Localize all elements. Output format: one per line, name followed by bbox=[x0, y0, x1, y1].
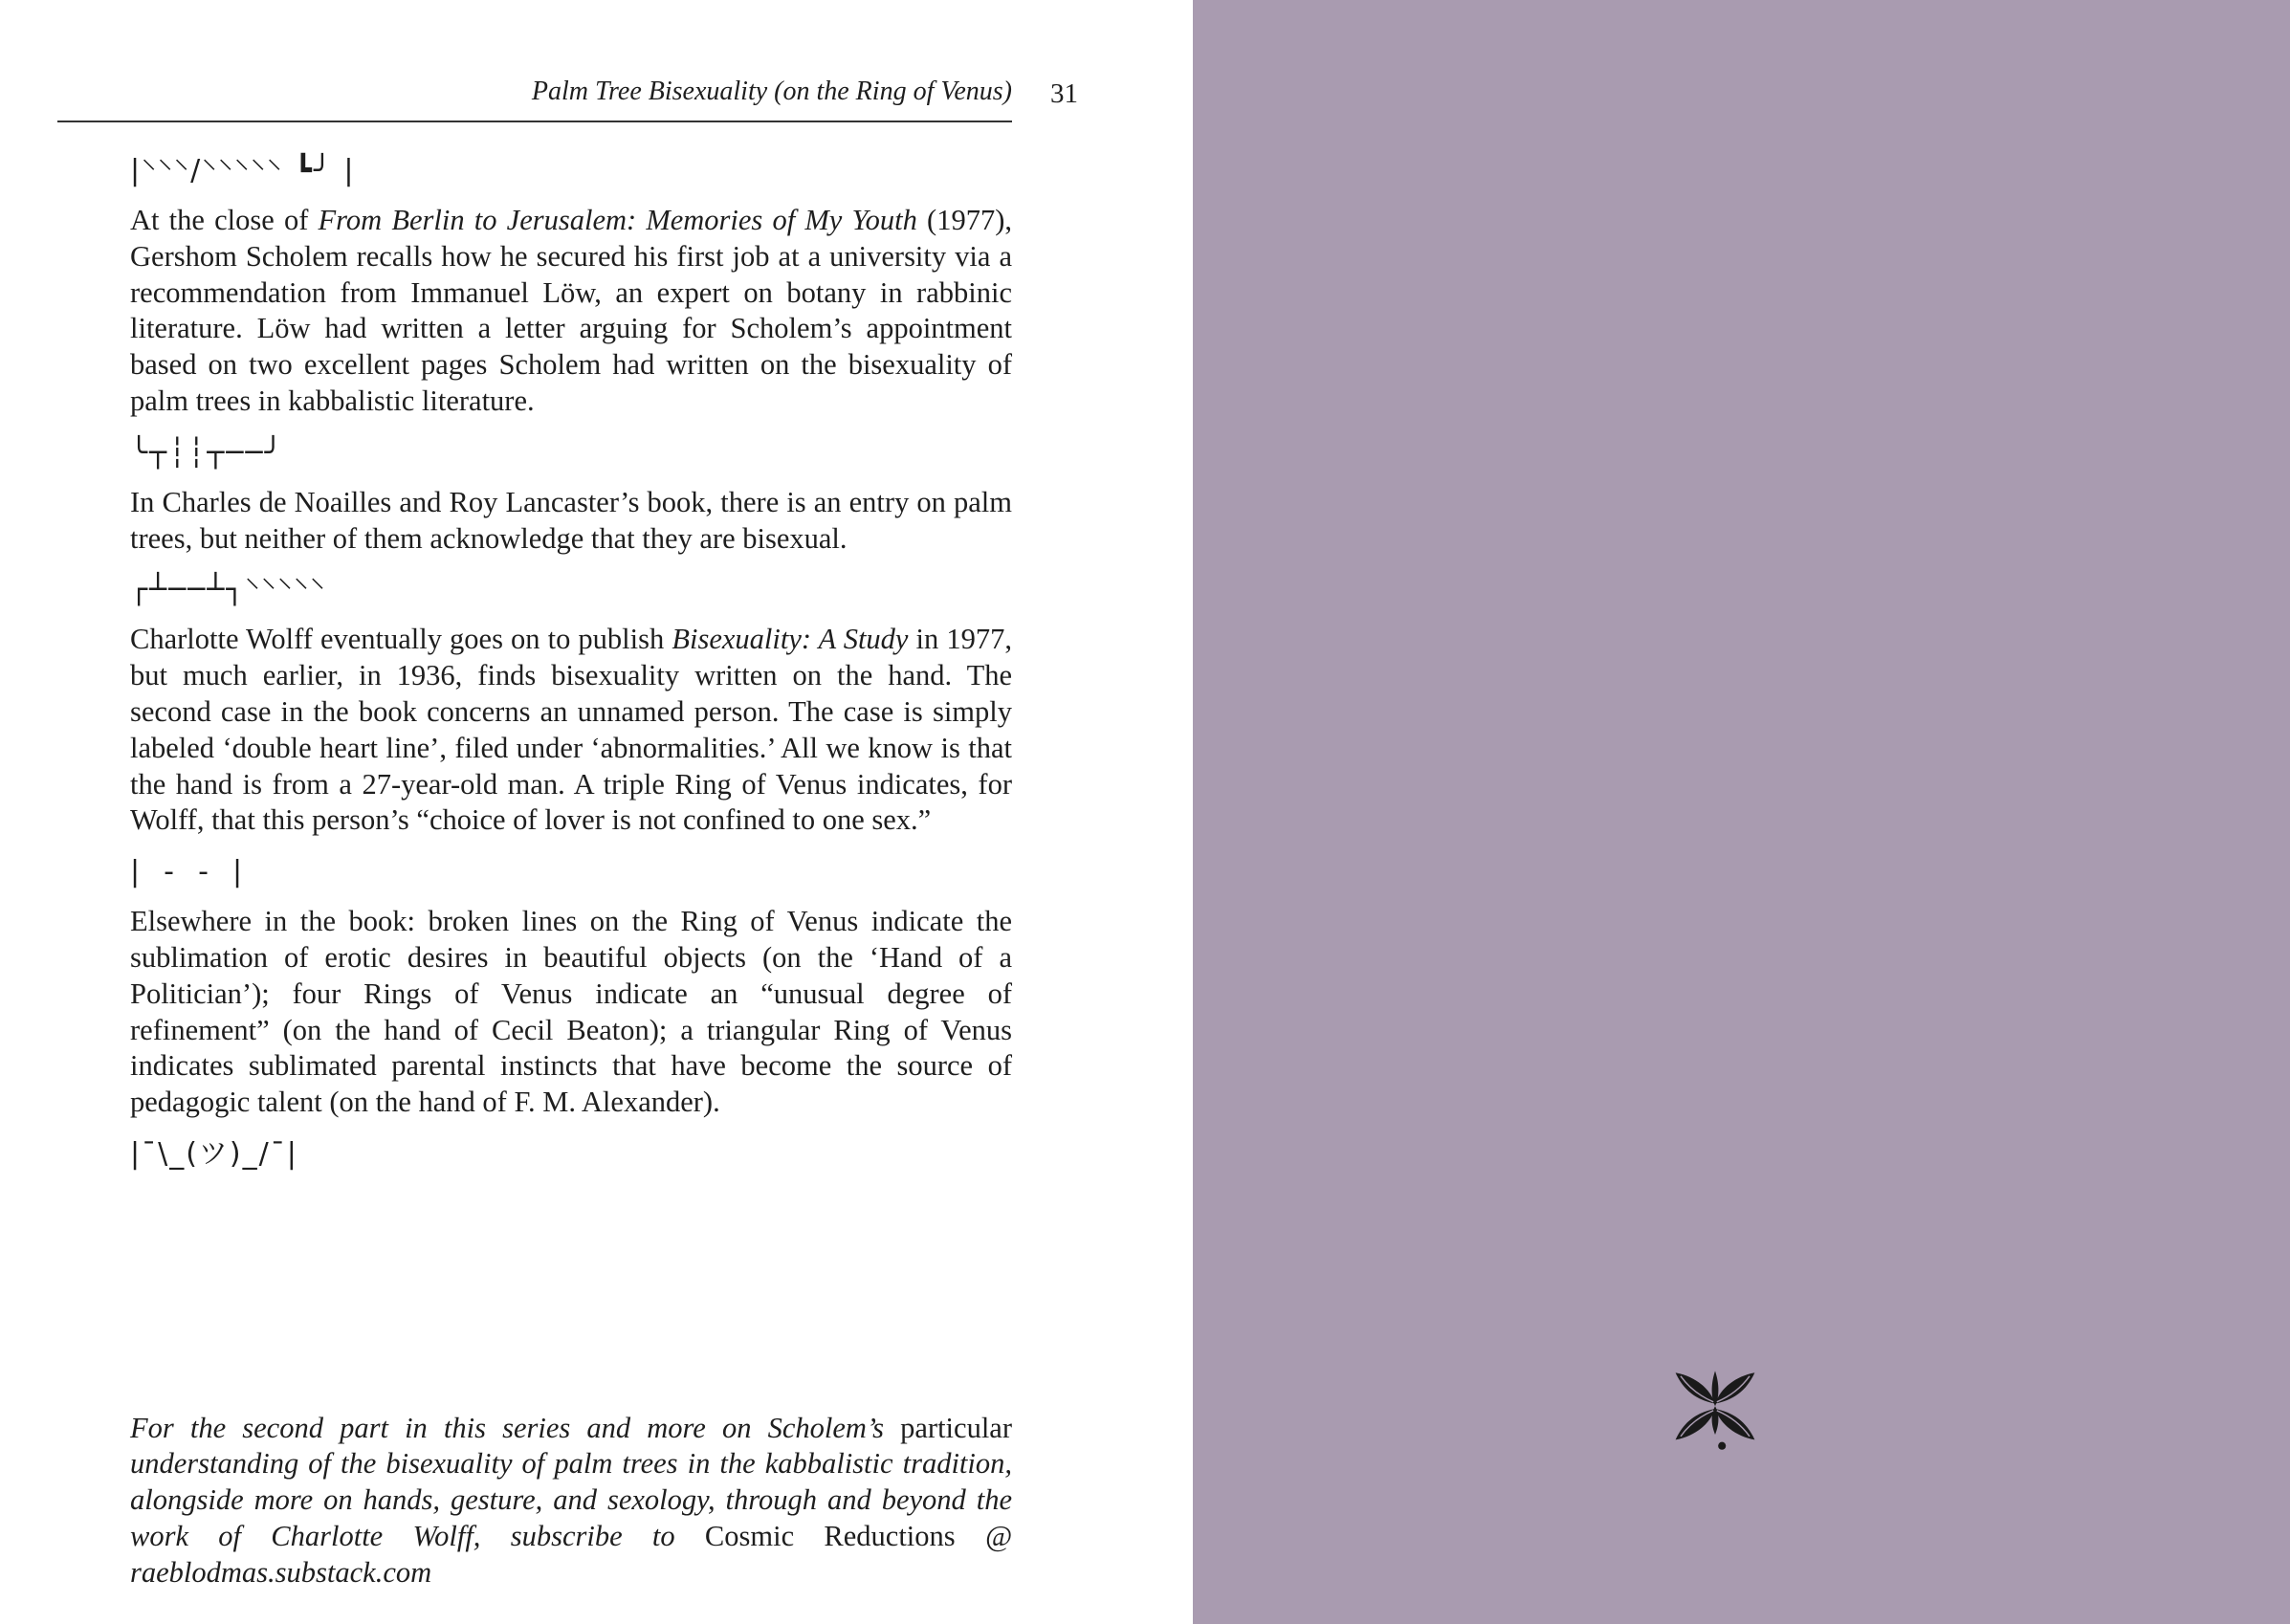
header-rule bbox=[57, 121, 1012, 122]
footnote-cosmic-reductions: Cosmic Reductions bbox=[704, 1519, 956, 1552]
footnote-substack: @ raeblodmas.substack.com bbox=[130, 1519, 1013, 1589]
book-title-bisexuality-study: Bisexuality: A Study bbox=[672, 623, 909, 656]
paragraph-scholem-lead: At the close of bbox=[130, 204, 319, 236]
glyph-divider-2: ╰┬┆┆┬──╯ bbox=[130, 435, 284, 470]
paragraph-scholem bbox=[130, 203, 1012, 420]
paragraph-noailles: In Charles de Noailles and Roy Lancaster’s book, there is an entry on palm trees, but neither of them acknowledge that they are bisexual. bbox=[130, 485, 1012, 555]
footnote-particular: particular bbox=[900, 1411, 1012, 1444]
footnote bbox=[130, 1411, 1012, 1591]
glyph-divider-5: |¯\_(ツ)_/¯| bbox=[130, 1136, 298, 1171]
paragraph-scholem-rest: (1977), Gershom Scholem recalls how he secured his first job at a university via a recommendation from Immanuel Löw, an expert on botany in rabbinic literature. Löw had written a letter arguing for Scholem’s appointment based on two excellent pages Scholem had written on the bisexuality of palm trees in kabbalistic literature. bbox=[130, 204, 1012, 417]
book-title-berlin-jerusalem: From Berlin to Jerusalem: Memories of My Youth bbox=[318, 204, 917, 236]
paragraph-elsewhere: Elsewhere in the book: broken lines on the Ring of Venus indicate the sublimation of erotic desires in beautiful objects (on the ‘Hand of a Politician’); four Rings of Venus indicate an “unusual degree of refinement” (on the hand of Cecil Beaton); a triangular Ring of Venus indicates sublimated parental instincts that have become the source of pedagogic talent (on the hand of F. M. Alexander). bbox=[130, 905, 1012, 1119]
footnote-part-1: For the second part in this series and more on Scholem’s bbox=[130, 1411, 901, 1444]
paragraph-wolff bbox=[130, 622, 1012, 839]
four-petal-flower-icon bbox=[1672, 1366, 1758, 1452]
footnote-part-2: understanding of the bisexuality of palm trees in the kabbalistic tradition, alongside more on hands, gesture, and sexology, through and beyond the work of Charlotte Wolff, subscribe to bbox=[130, 1447, 1012, 1552]
glyph-divider-1: |⸌⸌⸌/⸌⸌⸌⸌⸌ ┗╯ | bbox=[130, 154, 356, 187]
glyph-divider-3: ┌┴──┴┐⸌⸌⸌⸌⸌ bbox=[130, 573, 327, 607]
paragraph-wolff-lead: Charlotte Wolff eventually goes on to publish bbox=[130, 623, 672, 656]
glyph-divider-4: | - - | bbox=[130, 855, 245, 889]
page-number: 31 bbox=[1050, 78, 1078, 109]
running-head: Palm Tree Bisexuality (on the Ring of Venus) bbox=[531, 77, 1012, 106]
paragraph-wolff-rest: in 1977, but much earlier, in 1936, finds bisexuality written on the hand. The second case in the book concerns an unnamed person. The case is simply labeled ‘double heart line’, filed under ‘abnormalities.’ All we know is that the hand is from a 27-year-old man. A triple Ring of Venus indicates, for Wolff, that this person’s “choice of lover is not confined to one sex.” bbox=[130, 623, 1012, 837]
body-text bbox=[130, 153, 1012, 1186]
